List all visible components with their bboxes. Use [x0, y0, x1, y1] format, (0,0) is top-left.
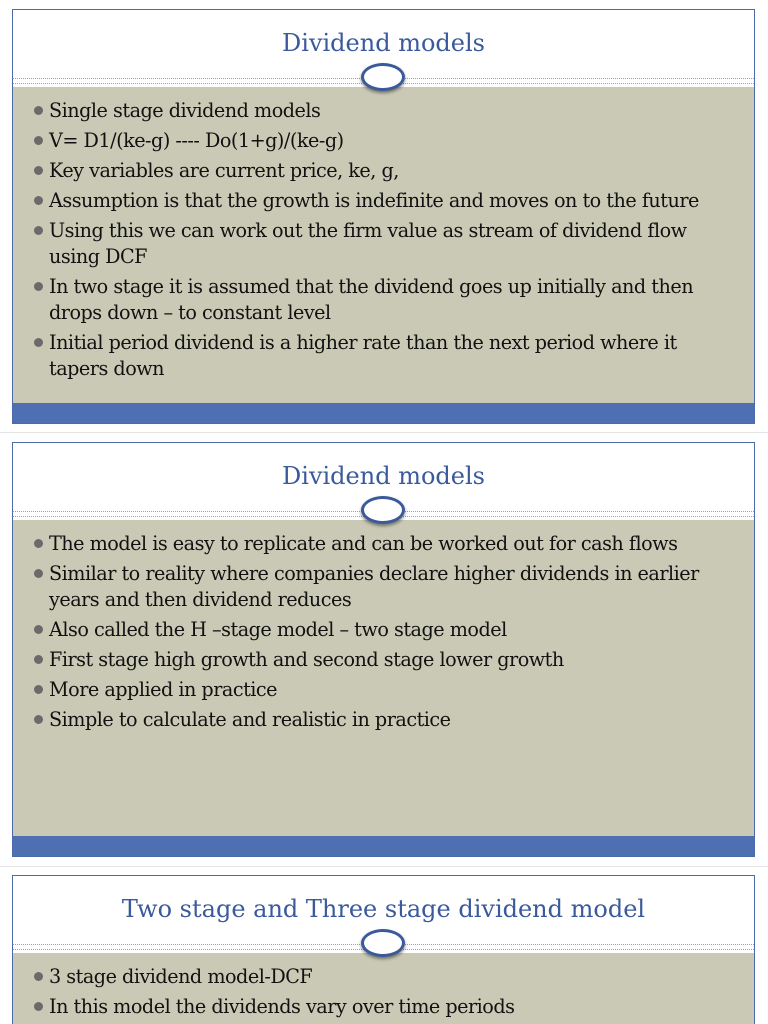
- bullet-text: Initial period dividend is a higher rate than the next period where it tapers down: [49, 331, 677, 380]
- bullet-item: [33, 677, 733, 703]
- slide-3: [12, 875, 755, 1024]
- slide-title: Dividend models: [282, 462, 485, 490]
- bullet-item: [33, 128, 733, 154]
- bullet-text: Using this we can work out the firm value as stream of dividend flow using DCF: [49, 219, 687, 268]
- bullet-icon: [34, 972, 43, 981]
- bullet-icon: [34, 196, 43, 205]
- bullet-text: Assumption is that the growth is indefinite and moves on to the future: [49, 189, 699, 212]
- ring-ornament-icon: [361, 496, 405, 524]
- slide-footer-bar: [13, 836, 754, 856]
- bullet-item: [33, 531, 733, 557]
- bullet-item: [33, 561, 733, 613]
- bullet-item: [33, 274, 733, 326]
- bullet-text: Simple to calculate and realistic in practice: [49, 708, 451, 731]
- bullet-text: V= D1/(ke-g) ---- Do(1+g)/(ke-g): [49, 129, 344, 152]
- bullet-item: [33, 218, 733, 270]
- bullet-icon: [34, 226, 43, 235]
- bullet-list: [33, 98, 733, 386]
- slide-title: Two stage and Three stage dividend model: [121, 895, 646, 923]
- bullet-icon: [34, 655, 43, 664]
- bullet-item: [33, 330, 733, 382]
- slide-separator: [0, 432, 768, 433]
- slide-separator: [0, 866, 768, 867]
- bullet-item: [33, 994, 733, 1020]
- bullet-icon: [34, 166, 43, 175]
- bullet-text: In this model the dividends vary over time periods: [49, 995, 515, 1018]
- bullet-item: [33, 647, 733, 673]
- bullet-icon: [34, 136, 43, 145]
- bullet-text: Also called the H –stage model – two stage model: [49, 618, 507, 641]
- bullet-icon: [34, 1002, 43, 1011]
- slide-body: [13, 520, 754, 836]
- bullet-icon: [34, 282, 43, 291]
- bullet-text: In two stage it is assumed that the dividend goes up initially and then drops down – to constant level: [49, 275, 694, 324]
- bullet-icon: [34, 338, 43, 347]
- ring-ornament-icon: [361, 929, 405, 957]
- bullet-text: 3 stage dividend model-DCF: [49, 965, 313, 988]
- ring-ornament-icon: [361, 63, 405, 91]
- bullet-text: First stage high growth and second stage lower growth: [49, 648, 564, 671]
- bullet-icon: [34, 625, 43, 634]
- slide-2: [12, 442, 755, 857]
- bullet-icon: [34, 569, 43, 578]
- bullet-item: [33, 158, 733, 184]
- bullet-item: [33, 98, 733, 124]
- bullet-text: Key variables are current price, ke, g,: [49, 159, 399, 182]
- slide-body: [13, 953, 754, 1024]
- bullet-item: [33, 617, 733, 643]
- slide-title: Dividend models: [282, 29, 485, 57]
- bullet-list: [33, 531, 733, 737]
- slide-1: [12, 9, 755, 424]
- bullet-text: More applied in practice: [49, 678, 278, 701]
- bullet-icon: [34, 539, 43, 548]
- bullet-text: Similar to reality where companies declare higher dividends in earlier years and then dividend reduces: [49, 562, 699, 611]
- bullet-item: [33, 707, 733, 733]
- bullet-icon: [34, 685, 43, 694]
- bullet-item: [33, 188, 733, 214]
- bullet-icon: [34, 715, 43, 724]
- bullet-text: Single stage dividend models: [49, 99, 321, 122]
- bullet-item: [33, 964, 733, 990]
- bullet-text: The model is easy to replicate and can be worked out for cash flows: [49, 532, 678, 555]
- slide-body: [13, 87, 754, 403]
- bullet-icon: [34, 106, 43, 115]
- bullet-list: [33, 964, 733, 1024]
- slide-footer-bar: [13, 403, 754, 423]
